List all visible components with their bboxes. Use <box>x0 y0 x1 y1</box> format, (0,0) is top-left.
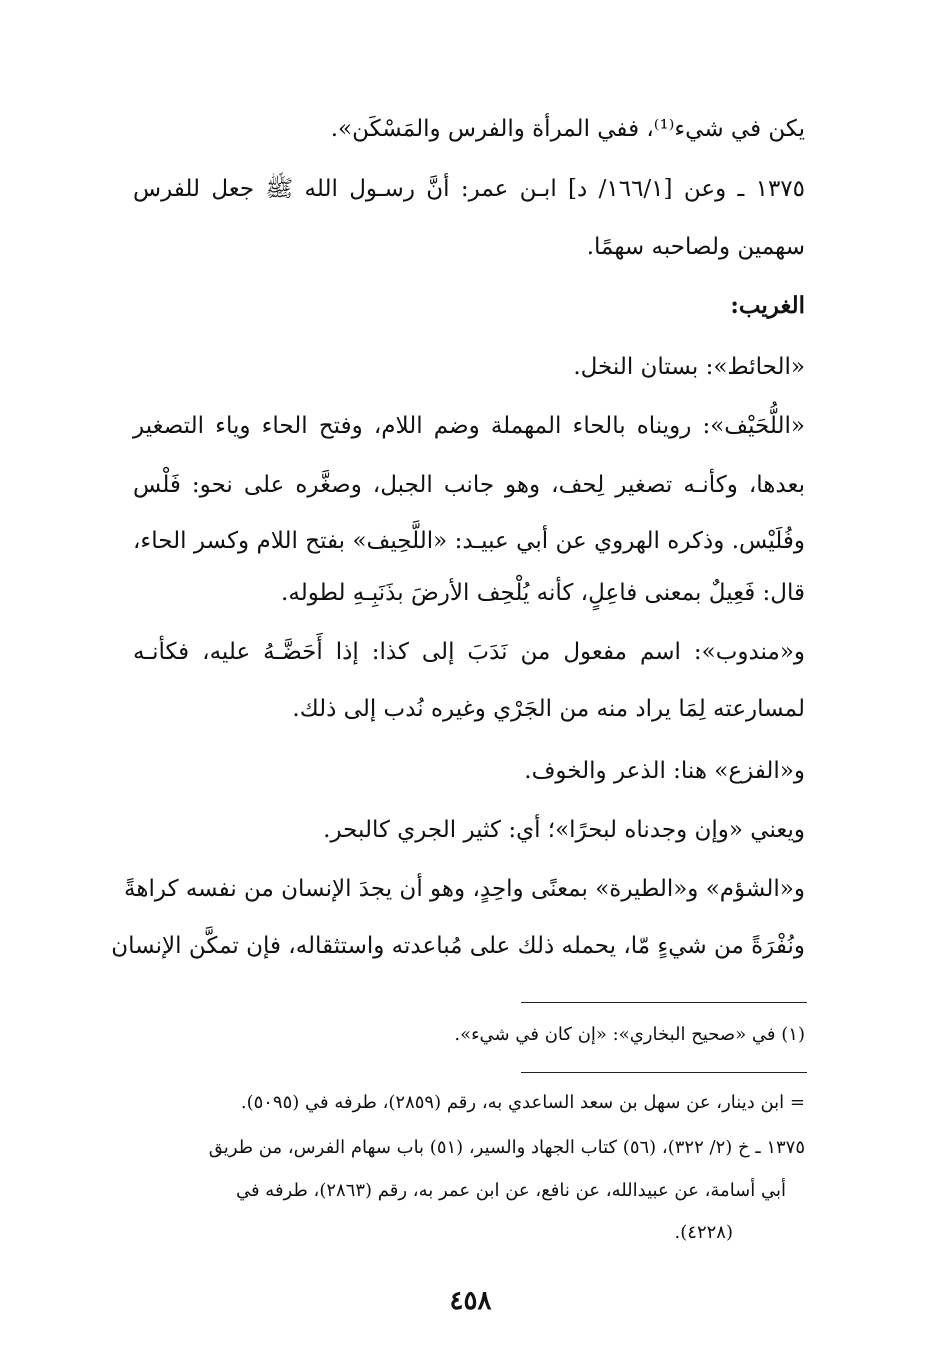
note-line: = ابن دينار، عن سهل بن سعد الساعدي به، رقم (٢٨٥٩)، طرفه في (٥٠٩٥). <box>240 1092 805 1113</box>
body-line: سهمين ولصاحبه سهمًا. <box>586 234 805 260</box>
body-line: «اللُّحَيْف»: رويناه بالحاء المهملة وضم اللام، وفتح الحاء وياء التصغير <box>133 413 805 439</box>
body-line: و«الفزع» هنا: الذعر والخوف. <box>524 758 805 784</box>
body-line: بعدها، وكأنـه تصغير لِحف، وهو جانب الجبل، وصغَّره على نحو: فَلْس <box>133 472 805 498</box>
body-line: يكن في شيء⁽¹⁾، ففي المرأة والفرس والمَسْكَن». <box>330 116 805 142</box>
page-number: ٤٥٨ <box>449 1286 492 1316</box>
note-line: (٤٢٢٨). <box>674 1222 733 1243</box>
footnote: (١) في «صحيح البخاري»: «إن كان في شيء». <box>454 1024 805 1045</box>
body-line: ١٣٧٥ ـ وعن [١٦٦/١/ د] ابـن عمر: أنَّ رسـول الله ﷺ جعل للفرس <box>133 176 806 202</box>
body-line: قال: فَعِيلٌ بمعنى فاعِلٍ، كأنه يُلْحِف الأرضَ بذَنَبِـهِ لطوله. <box>281 580 805 606</box>
footnote-separator <box>521 1002 807 1003</box>
body-line: ونُفْرَةً من شيءٍ مّا، يحمله ذلك على مُباعدته واستثقاله، فإن تمكَّن الإنسان <box>111 933 805 959</box>
section-heading: الغريب: <box>730 292 805 319</box>
note-line: ١٣٧٥ ـ خ (٢/ ٣٢٢)، (٥٦) كتاب الجهاد والسير، (٥١) باب سهام الفرس، من طريق <box>208 1137 805 1158</box>
body-line: و«مندوب»: اسم مفعول من نَدَبَ إلى كذا: إذا أَحَضَّـهُ عليه، فكأنـه <box>133 639 805 665</box>
body-line: ويعني «وإن وجدناه لبحرًا»؛ أي: كثير الجري كالبحر. <box>323 817 805 843</box>
notes-separator <box>521 1072 807 1073</box>
body-line: وفُلَيْس. وذكره الهروي عن أبي عبيـد: «اللَّحِيف» بفتح اللام وكسر الحاء، <box>133 528 805 554</box>
body-line: و«الشؤم» و«الطيرة» بمعنًى واحِدٍ، وهو أن يجدَ الإنسان من نفسه كراهةً <box>124 876 805 902</box>
body-line: «الحائط»: بستان النخل. <box>573 354 805 380</box>
body-line: لمسارعته لِمَا يراد منه من الجَرْي وغيره نُدب إلى ذلك. <box>292 696 805 722</box>
note-line: أبي أسامة، عن عبيدالله، عن نافع، عن ابن عمر به، رقم (٢٨٦٣)، طرفه في <box>235 1180 786 1201</box>
